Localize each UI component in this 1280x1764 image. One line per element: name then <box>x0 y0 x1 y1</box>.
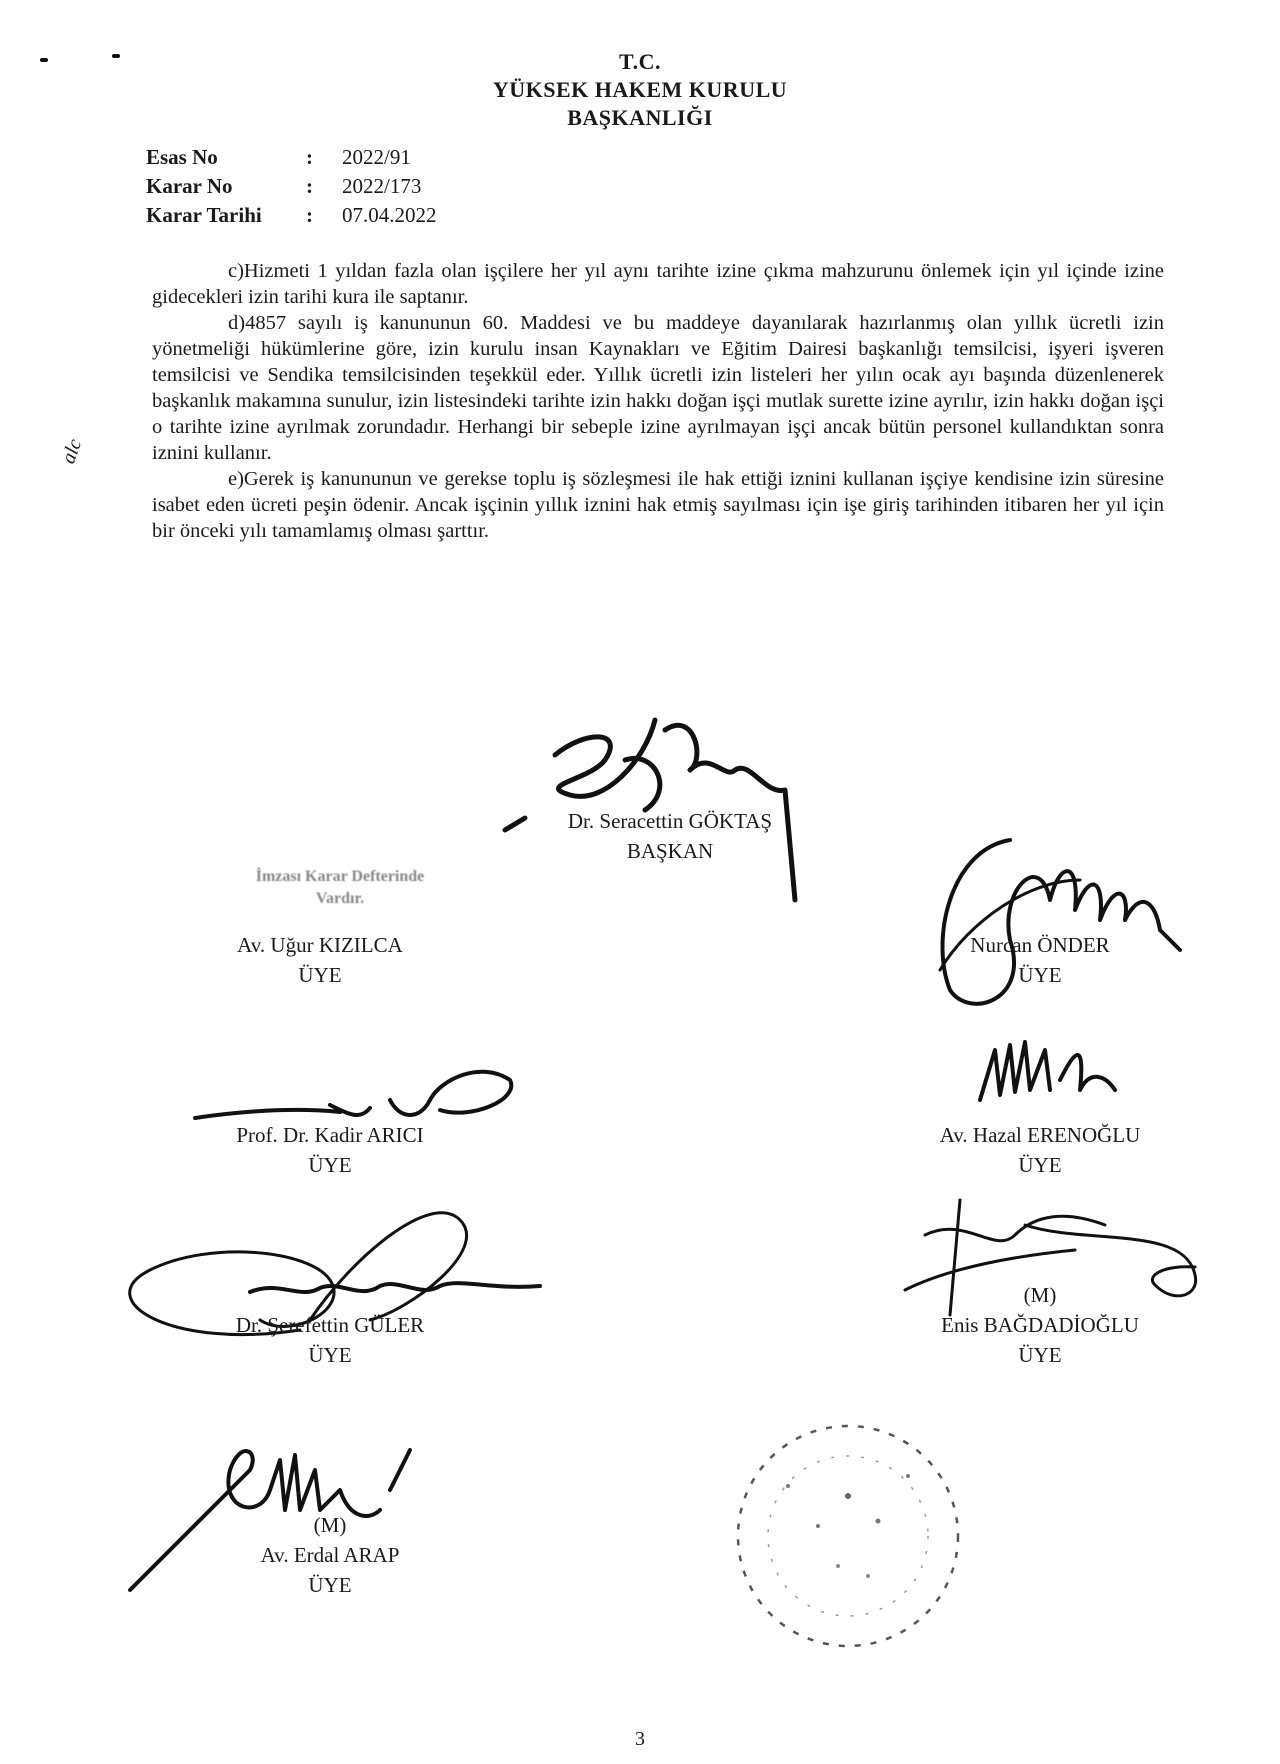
signatory-role: ÜYE <box>298 963 342 987</box>
signatory-role: BAŞKAN <box>626 839 714 863</box>
signatory-name: Prof. Dr. Kadir ARICI <box>236 1123 424 1147</box>
meta-key: Esas No <box>146 145 218 169</box>
signatory-president <box>520 806 820 866</box>
meta-row-tarih <box>146 201 437 230</box>
meta-sep: : <box>306 145 313 169</box>
paragraph-d: d)4857 sayılı iş kanununun 60. Maddesi ve bu maddeye dayanılarak hazırlanmış olan yıllık ücretli izin yönetmeliği hükümlerine göre, izin kurulu insan Kaynakları ve Eğitim Dairesi başkanlığı temsilcisi, işyeri işveren temsilcisi ve Sendika temsilcisinden teşekkül eder. Yıllık ücretli izin listeleri her yılın ocak ayı başında düzenlenerek başkanlık makamına sunulur, izin listesindeki tarihte izin hakkı doğan işçi mutlak surette izine ayrılır, izin hakkı doğan işçi o tarihte izine ayrılmak zorundadır. Herhangi bir sebeple izine ayrılmayan işçi ancak bütün personel kullandıktan sonra iznini kullanır. <box>152 312 1164 464</box>
signatory-arici <box>190 1120 470 1180</box>
paragraph-e: e)Gerek iş kanununun ve gerekse toplu iş sözleşmesi ile hak ettiği iznini kullanan işçiye kendisine izin süresine isabet eden ücreti peşin ödenir. Ancak işçinin yıllık iznini hak etmiş sayılması için işe giriş tarihinden itibaren her yıl için bir önceki yılı tamamlamış olması şarttır. <box>152 468 1164 542</box>
signatory-role: ÜYE <box>1018 1153 1062 1177</box>
signatory-bagdadioglu <box>895 1280 1185 1370</box>
signatory-name: Nurcan ÖNDER <box>970 933 1110 957</box>
president-signature <box>495 700 815 910</box>
signatory-mark: (M) <box>1023 1283 1057 1307</box>
signatory-name: Av. Erdal ARAP <box>260 1543 400 1567</box>
meta-row-esas <box>146 143 437 172</box>
meta-sep: : <box>306 203 313 227</box>
meta-row-karar <box>146 172 437 201</box>
signatory-mark: (M) <box>313 1513 347 1537</box>
signatory-name: Av. Hazal ERENOĞLU <box>939 1123 1141 1147</box>
meta-key: Karar Tarihi <box>146 203 262 227</box>
erenoglu-signature <box>965 1030 1125 1110</box>
signatory-name: Av. Uğur KIZILCA <box>237 933 403 957</box>
signatory-erenoglu <box>895 1120 1185 1180</box>
signatory-name: Enis BAĞDADİOĞLU <box>941 1313 1139 1337</box>
signatory-name: Dr. Seracettin GÖKTAŞ <box>567 809 773 833</box>
signatory-role: ÜYE <box>308 1343 352 1367</box>
header-line-institution: YÜKSEK HAKEM KURULU <box>492 77 788 102</box>
meta-sep: : <box>306 174 313 198</box>
case-meta <box>146 143 437 230</box>
page-number: 3 <box>635 1728 645 1750</box>
faded-register-note <box>210 866 470 910</box>
meta-key: Karar No <box>146 174 233 198</box>
meta-value: 07.04.2022 <box>342 203 437 227</box>
document-header <box>0 48 1280 132</box>
signatory-role: ÜYE <box>1018 963 1062 987</box>
signatory-guler <box>195 1310 465 1370</box>
signatory-arap <box>200 1510 460 1600</box>
signatory-role: ÜYE <box>1018 1343 1062 1367</box>
meta-value: 2022/173 <box>342 174 422 198</box>
signatory-kizilca <box>190 930 450 990</box>
header-line-office: BAŞKANLIĞI <box>567 105 713 130</box>
faded-note-line1: İmzası Karar Defterinde <box>255 868 425 885</box>
signatory-onder <box>910 930 1170 990</box>
decision-body <box>152 258 1164 544</box>
onder-signature <box>890 820 1190 1030</box>
faded-note-line2: Vardır. <box>315 890 365 907</box>
signatory-name: Dr. Şerefettin GÜLER <box>235 1313 425 1337</box>
paragraph-c: c)Hizmeti 1 yıldan fazla olan işçilere her yıl aynı tarihte izine çıkma mahzurunu önlemek için yıl içinde izine gidecekleri izin tarihi kura ile saptanır. <box>152 260 1164 308</box>
header-line-tc: T.C. <box>619 49 661 74</box>
official-seal <box>728 1416 968 1656</box>
margin-initials: alc <box>57 436 87 467</box>
meta-value: 2022/91 <box>342 145 411 169</box>
signatory-role: ÜYE <box>308 1153 352 1177</box>
signatory-role: ÜYE <box>308 1573 352 1597</box>
